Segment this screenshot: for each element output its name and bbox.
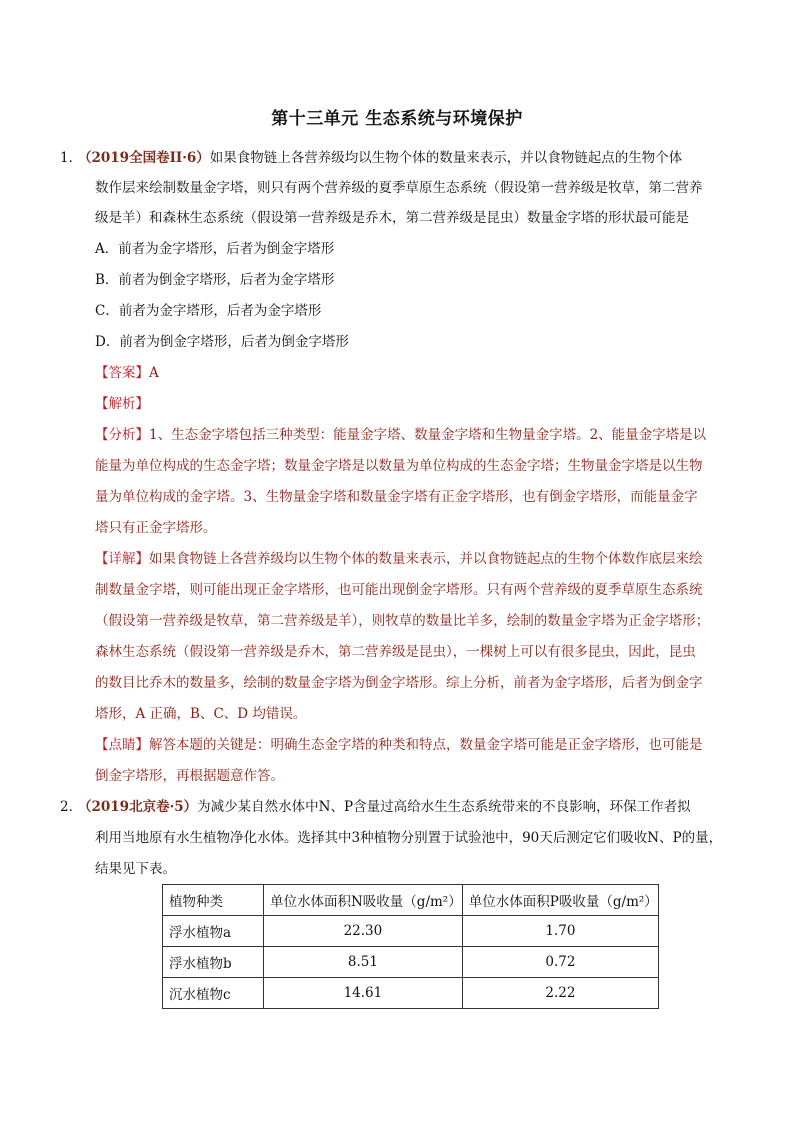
dianjing-tag: 【点睛】 <box>95 737 149 753</box>
table-header-row <box>163 885 659 916</box>
analysis-tag: 【解析】 <box>95 396 149 412</box>
stem-text: 为减少某自然水体中N、P含量过高给水生生态系统带来的不良影响，环保工作者拟 <box>197 799 691 815</box>
question-stem-line: 结果见下表。 <box>95 861 176 877</box>
answer-line <box>95 361 159 381</box>
option-c: C．前者为金字塔形，后者为金字塔形 <box>95 303 322 319</box>
table-header-cell: 单位水体面积N吸收量（g/m²） <box>264 885 463 916</box>
fenxi-line: 能量为单位构成的生态金字塔；数量金字塔是以数量为单位构成的生态金字塔；生物量金字塔是以生物 <box>95 458 703 474</box>
fenxi-line: 塔只有正金字塔形。 <box>95 520 217 536</box>
table-cell: 1.70 <box>462 916 658 947</box>
dianjing-text: 解答本题的关键是：明确生态金字塔的种类和特点，数量金字塔可能是正金字塔形，也可能是 <box>149 737 703 753</box>
table-cell: 14.61 <box>264 978 463 1009</box>
option-d: D．前者为倒金字塔形，后者为倒金字塔形 <box>95 334 349 350</box>
answer-value: A <box>149 365 159 381</box>
table-row <box>163 916 659 947</box>
question-stem-line: 级是羊）和森林生态系统（假设第一营养级是乔木，第二营养级是昆虫）数量金字塔的形状最可能是 <box>95 210 689 226</box>
xiangjie-line: （假设第一营养级是牧草，第二营养级是羊），则牧草的数量比羊多，绘制的数量金字塔为正金字塔形； <box>95 613 710 629</box>
table-cell: 2.22 <box>462 978 658 1009</box>
dianjing-line: 倒金字塔形，再根据题意作答。 <box>95 768 284 784</box>
question-stem-line: 数作层来绘制数量金字塔，则只有两个营养级的夏季草原生态系统（假设第一营养级是牧草，第二营养 <box>95 180 703 196</box>
table-row <box>163 978 659 1009</box>
table-header-cell: 植物种类 <box>163 885 264 916</box>
question-number: 2． <box>60 799 83 815</box>
fenxi-line: 量为单位构成的金字塔。3、生物量金字塔和数量金字塔有正金字塔形，也有倒金字塔形，而能量金字 <box>95 489 698 505</box>
xiangjie-line <box>95 547 703 567</box>
stem-text: 如果食物链上各营养级均以生物个体的数量来表示，并以食物链起点的生物个体 <box>209 150 683 166</box>
table-cell: 浮水植物b <box>163 947 264 978</box>
question-stem-line <box>78 795 691 815</box>
answer-tag: 【答案】 <box>95 365 149 381</box>
table-header-cell: 单位水体面积P吸收量（g/m²） <box>462 885 658 916</box>
dianjing-line <box>95 733 703 753</box>
xiangjie-line: 制数量金字塔，则可能出现正金字塔形，也可能出现倒金字塔形。只有两个营养级的夏季草原生态系统 <box>95 582 703 598</box>
question-source: （2019北京卷·5） <box>78 799 198 815</box>
fenxi-text: 1、生态金字塔包括三种类型：能量金字塔、数量金字塔和生物量金字塔。2、能量金字塔是以 <box>149 427 707 443</box>
question-stem-line: 利用当地原有水生植物净化水体。选择其中3种植物分别置于试验池中，90天后测定它们吸收N、P的量， <box>95 830 723 846</box>
table-cell: 22.30 <box>264 916 463 947</box>
question-number: 1． <box>60 150 83 166</box>
option-a: A．前者为金字塔形，后者为倒金字塔形 <box>95 241 335 257</box>
table-row <box>163 947 659 978</box>
xiangjie-line: 的数目比乔木的数量多，绘制的数量金字塔为倒金字塔形。综上分析，前者为金字塔形，后者为倒金字 <box>95 675 703 691</box>
fenxi-line <box>95 423 706 443</box>
question-source: （2019全国卷II·6） <box>78 150 210 166</box>
absorption-table <box>162 884 659 1009</box>
fenxi-tag: 【分析】 <box>95 427 149 443</box>
table-cell: 8.51 <box>264 947 463 978</box>
xiangjie-text: 如果食物链上各营养级均以生物个体的数量来表示，并以食物链起点的生物个体数作底层来绘 <box>149 551 703 567</box>
table-cell: 浮水植物a <box>163 916 264 947</box>
xiangjie-line: 森林生态系统（假设第一营养级是乔木，第二营养级是昆虫），一棵树上可以有很多昆虫，因此，昆虫 <box>95 644 696 660</box>
table-cell: 沉水植物c <box>163 978 264 1009</box>
option-b: B．前者为倒金字塔形，后者为金字塔形 <box>95 272 335 288</box>
xiangjie-tag: 【详解】 <box>95 551 149 567</box>
xiangjie-line: 塔形，A 正确，B、C、D 均错误。 <box>95 706 307 722</box>
page-title: 第十三单元 生态系统与环境保护 <box>271 109 523 129</box>
question-stem-line <box>78 146 682 166</box>
table-cell: 0.72 <box>462 947 658 978</box>
